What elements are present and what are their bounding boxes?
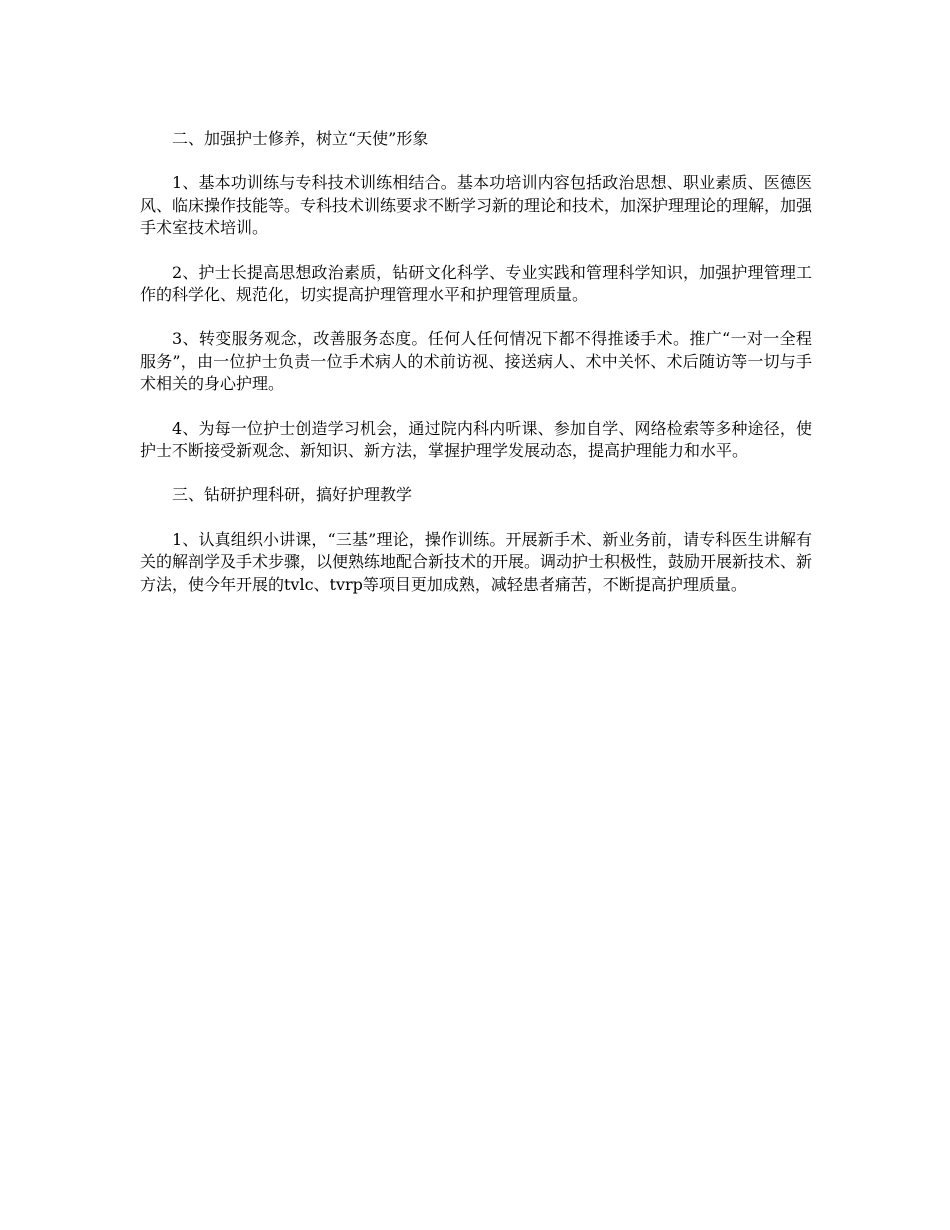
paragraph-2-3: 3、转变服务观念，改善服务态度。任何人任何情况下都不得推诿手术。推广“一对一全程服务”，由一位护士负责一位手术病人的术前访视、接送病人、术中关怀、术后随访等一切与手术相关的身心护理。 [140,329,812,394]
paragraph-2-4: 4、为每一位护士创造学习机会，通过院内科内听课、参加自学、网络检索等多种途径，使护士不断接受新观念、新知识、新方法，掌握护理学发展动态，提高护理能力和水平。 [140,418,812,461]
paragraph-2-1: 1、基本功训练与专科技术训练相结合。基本功培训内容包括政治思想、职业素质、医德医风、临床操作技能等。专科技术训练要求不断学习新的理论和技术，加深护理理论的理解，加强手术室技术培训。 [140,173,813,238]
paragraph-2-2: 2、护士长提高思想政治素质，钻研文化科学、专业实践和管理科学知识，加强护理管理工作的科学化、规范化，切实提高护理管理水平和护理管理质量。 [140,262,812,305]
document-page [140,128,812,618]
section-heading-3: 三、钻研护理科研，搞好护理教学 [172,485,413,505]
section-heading-2: 二、加强护士修养，树立“天使”形象 [172,129,429,148]
paragraph-3-1: 1、认真组织小讲课，“三基”理论，操作训练。开展新手术、新业务前，请专科医生讲解有关的解剖学及手术步骤，以便熟练地配合新技术的开展。调动护士积极性，鼓励开展新技术、新方法，使今年开展的tvlc、tvrp等项目更加成熟，减轻患者痛苦，不断提高护理质量。 [140,529,813,594]
